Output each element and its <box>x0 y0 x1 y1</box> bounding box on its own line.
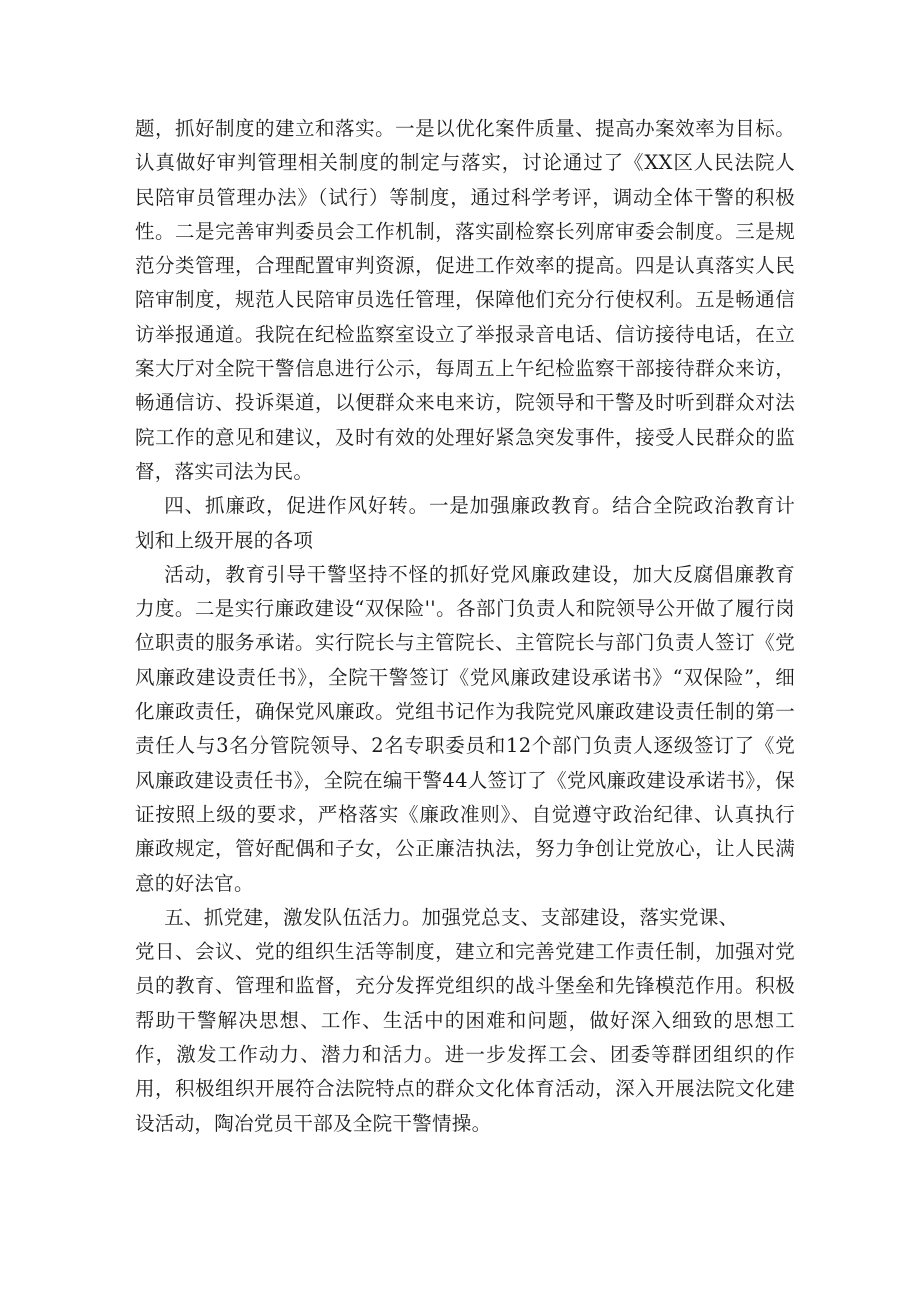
paragraph-court-management: 题，抓好制度的建立和落实。一是以优化案件质量、提高办案效率为目标。认真做好审判管理相关制度的制定与落实，讨论通过了《XX区人民法院人民陪审员管理办法》（试行）等制度，通过科学考评，调动全体干警的积极性。二是完善审判委员会工作机制，落实副检察长列席审委会制度。三是规范分类管理，合理配置审判资源，促进工作效率的提高。四是认真落实人民陪审制度，规范人民陪审员选任管理，保障他们充分行使权利。五是畅通信访举报通道。我院在纪检监察室设立了举报录音电话、信访接待电话，在立案大厅对全院干警信息进行公示，每周五上午纪检监察干部接待群众来访，畅通信访、投诉渠道，以便群众来电来访，院领导和干警及时听到群众对法院工作的意见和建议，及时有效的处理好紧急突发事件，接受人民群众的监督，落实司法为民。 <box>135 117 795 483</box>
paragraph-party-building-details: 党日、会议、党的组织生活等制度，建立和完善党建工作责任制，加强对党员的教育、管理和监督，充分发挥党组织的战斗堡垒和先锋模范作用。积极帮助干警解决思想、工作、生活中的困难和问题，做好深入细致的思想工作，激发工作动力、潜力和活力。进一步发挥工会、团委等群团组织的作用，积极组织开展符合法院特点的群众文化体育活动，深入开展法院文化建设活动，陶冶党员干部及全院干警情操。 <box>135 940 795 1135</box>
paragraph-party-building-heading: 五、抓党建，激发队伍活力。加强党总支、支部建设，落实党课、 <box>164 905 739 929</box>
paragraph-integrity-heading: 四、抓廉政，促进作风好转。一是加强廉政教育。结合全院政治教育计划和上级开展的各项 <box>135 494 795 552</box>
paragraph-integrity-activities: 活动，教育引导干警坚持不怪的抓好党风廉政建设，加大反腐倡廉教育力度。二是实行廉政建设“双保险''。各部门负责人和院领导公开做了履行岗位职责的服务承诺。实行院长与主管院长、主管院长与部门负责人签订《党风廉政建设责任书》，全院干警签订《党风廉政建设承诺书》“双保险”，细化廉政责任，确保党风廉政。党组书记作为我院党风廉政建设责任制的第一责任人与3名分管院领导、2名专职委员和12个部门负责人逐级签订了《党风廉政建设责任书》，全院在编干警44人签订了《党风廉政建设承诺书》，保证按照上级的要求，严格落实《廉政准则》、自觉遵守政治纪律、认真执行廉政规定，管好配偶和子女，公正廉洁执法，努力争创让党放心，让人民满意的好法官。 <box>135 562 795 895</box>
document-body <box>135 112 795 1141</box>
